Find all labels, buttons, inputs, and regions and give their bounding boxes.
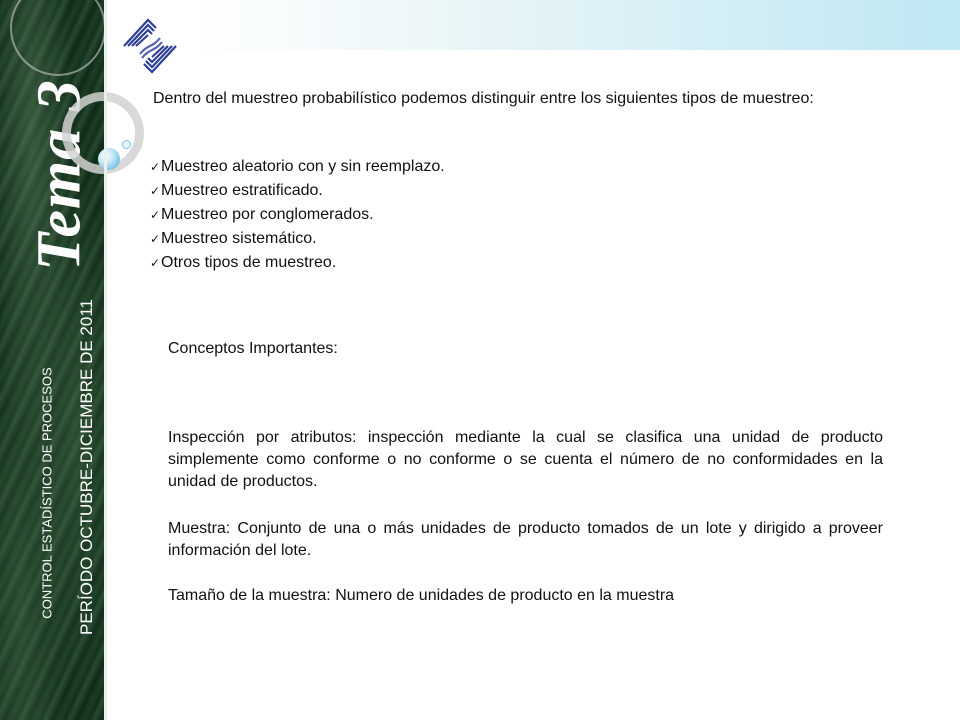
definition-sample: Muestra: Conjunto de una o más unidades de producto tomados de un lote y dirigido a proveer información del lote. <box>168 520 883 559</box>
decorative-ring <box>10 0 106 76</box>
list-item: ✓ Muestreo aleatorio con y sin reemplazo. <box>150 155 445 179</box>
list-item: ✓ Muestreo estratificado. <box>150 179 445 203</box>
course-label: CONTROL ESTADÍSTICO DE PROCESOS <box>39 367 55 619</box>
list-item: ✓ Otros tipos de muestreo. <box>150 251 445 275</box>
bubble-icon <box>98 148 120 170</box>
intro-paragraph: Dentro del muestreo probabilístico podemos distinguir entre los siguientes tipos de muestreo: <box>153 90 814 107</box>
list-item: ✓ Muestreo por conglomerados. <box>150 203 445 227</box>
small-bubble-icon <box>122 140 131 149</box>
stripe-wave-logo-icon <box>118 14 182 78</box>
check-mark-icon: ✓ <box>150 184 161 198</box>
sidebar-divider <box>104 0 107 720</box>
list-item: ✓ Muestreo sistemático. <box>150 227 445 251</box>
period-label: PERÍODO OCTUBRE-DICIEMBRE DE 2011 <box>77 299 96 635</box>
concepts-heading: Conceptos Importantes: <box>168 340 338 357</box>
check-mark-icon: ✓ <box>150 256 161 270</box>
check-mark-icon: ✓ <box>150 232 161 246</box>
check-mark-icon: ✓ <box>150 160 161 174</box>
definition-inspection: Inspección por atributos: inspección mediante la cual se clasifica una unidad de producto simplemente como conforme o no conforme o se cuenta el número de no conformidades en la unidad de productos. <box>168 429 883 490</box>
top-gradient-band <box>107 0 960 50</box>
topic-title: Tema 3 <box>25 79 94 271</box>
definition-sample-size: Tamaño de la muestra: Numero de unidades de producto en la muestra <box>168 587 675 604</box>
sampling-types-list <box>150 155 445 275</box>
check-mark-icon: ✓ <box>150 208 161 222</box>
